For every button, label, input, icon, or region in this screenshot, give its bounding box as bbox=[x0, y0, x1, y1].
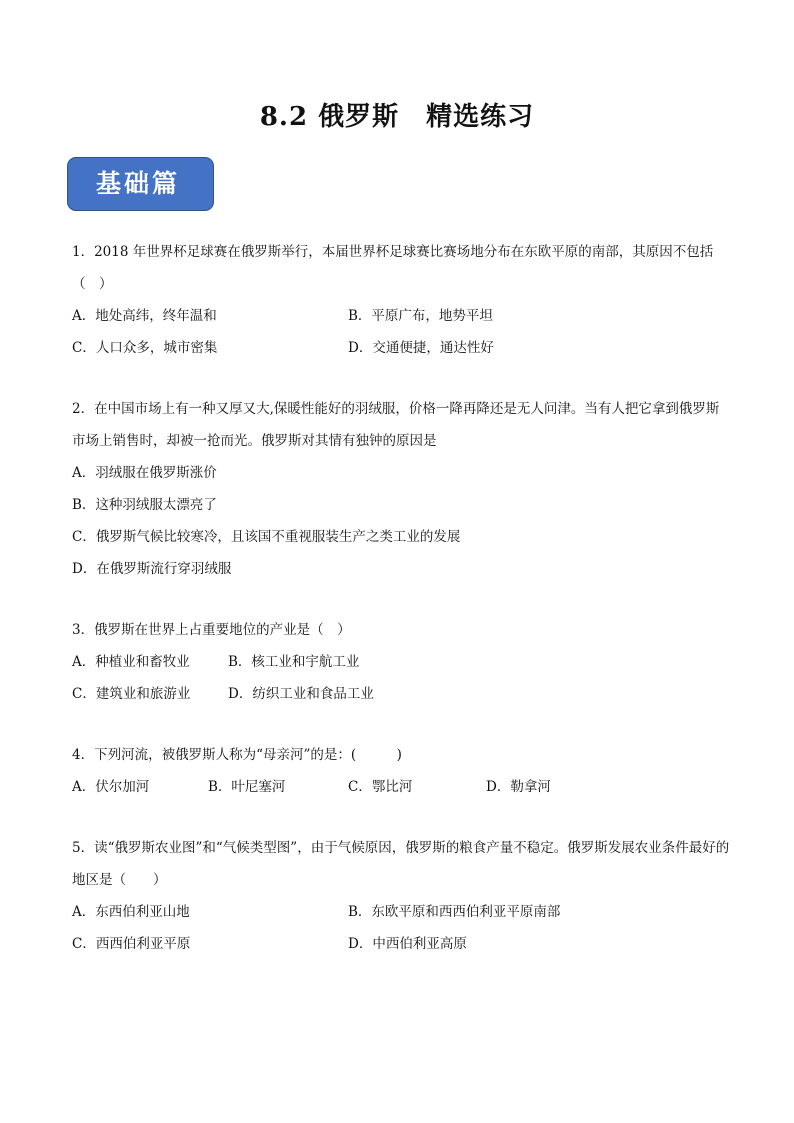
option-a: A．羽绒服在俄罗斯涨价 bbox=[72, 465, 217, 481]
option-row bbox=[72, 678, 732, 710]
option-a: A．东西伯利亚山地 bbox=[72, 904, 190, 920]
question-5 bbox=[72, 832, 732, 960]
option-row bbox=[72, 300, 732, 332]
option-c: C．俄罗斯气候比较寒冷，且该国不重视服装生产之类工业的发展 bbox=[72, 529, 461, 545]
question-1 bbox=[72, 236, 732, 364]
option-d: D．在俄罗斯流行穿羽绒服 bbox=[72, 561, 232, 577]
option-row bbox=[72, 928, 732, 960]
option-b: B．东欧平原和西西伯利亚平原南部 bbox=[348, 904, 561, 920]
question-4 bbox=[72, 739, 732, 803]
option-b: B．叶尼塞河 bbox=[208, 779, 286, 795]
option-row bbox=[72, 896, 732, 928]
option-d: D．纺织工业和食品工业 bbox=[228, 686, 374, 702]
option-b: B．这种羽绒服太漂亮了 bbox=[72, 497, 217, 513]
option-a: A．种植业和畜牧业 bbox=[72, 654, 190, 670]
option-c: C．人口众多，城市密集 bbox=[72, 340, 218, 356]
question-list bbox=[72, 236, 732, 989]
question-stem: 3．俄罗斯在世界上占重要地位的产业是（ ） bbox=[72, 622, 351, 638]
option-c: C．西西伯利亚平原 bbox=[72, 936, 191, 952]
option-d: D．交通便捷，通达性好 bbox=[348, 340, 494, 356]
option-b: B．核工业和宇航工业 bbox=[228, 654, 360, 670]
option-d: D．中西伯利亚高原 bbox=[348, 936, 467, 952]
option-row bbox=[72, 646, 732, 678]
section-badge: 基础篇 bbox=[67, 157, 214, 211]
option-b: B．平原广布，地势平坦 bbox=[348, 308, 493, 324]
option-a: A．伏尔加河 bbox=[72, 779, 150, 795]
question-stem: 1．2018 年世界杯足球赛在俄罗斯举行，本届世界杯足球赛比赛场地分布在东欧平原的南部，其原因不包括（ ） bbox=[72, 244, 714, 292]
question-2 bbox=[72, 393, 732, 585]
option-a: A．地处高纬，终年温和 bbox=[72, 308, 217, 324]
question-3 bbox=[72, 614, 732, 710]
option-c: C．鄂比河 bbox=[348, 779, 413, 795]
question-stem: 2．在中国市场上有一种又厚又大,保暖性能好的羽绒服，价格一降再降还是无人问津。当有人把它拿到俄罗斯市场上销售时，却被一抢而光。俄罗斯对其情有独钟的原因是 bbox=[72, 401, 720, 449]
option-d: D．勒拿河 bbox=[486, 779, 551, 795]
page-title: 8.2 俄罗斯 精选练习 bbox=[259, 102, 535, 132]
option-row bbox=[72, 771, 732, 803]
option-row bbox=[72, 332, 732, 364]
question-stem: 5．读“俄罗斯农业图”和“气候类型图”，由于气候原因，俄罗斯的粮食产量不稳定。俄罗斯发展农业条件最好的地区是（ ） bbox=[72, 840, 730, 888]
option-c: C．建筑业和旅游业 bbox=[72, 686, 191, 702]
question-stem: 4．下列河流，被俄罗斯人称为“母亲河”的是：( ) bbox=[72, 747, 402, 763]
